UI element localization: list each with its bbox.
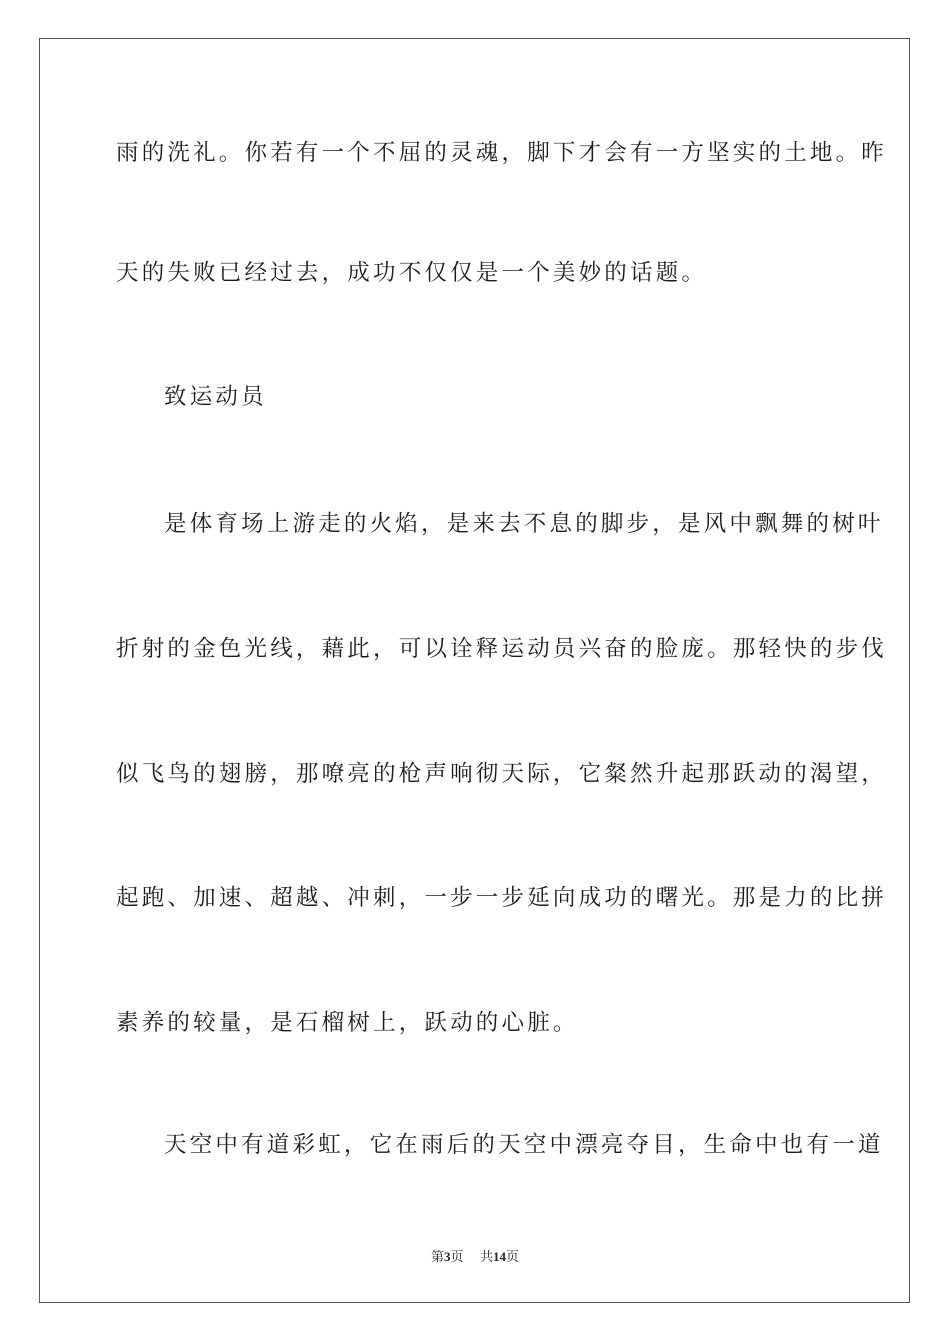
text-line-1: 雨的洗礼。你若有一个不屈的灵魂，脚下才会有一方坚实的土地。昨 xyxy=(116,140,888,166)
text-line-8: 素养的较量，是石榴树上，跃动的心脏。 xyxy=(116,1010,579,1036)
text-line-5: 折射的金色光线，藉此，可以诠释运动员兴奋的脸庞。那轻快的步伐 xyxy=(116,636,888,662)
page-border xyxy=(39,38,910,1303)
total-pages: 14 xyxy=(493,1249,507,1264)
text-line-6: 似飞鸟的翅膀，那嘹亮的枪声响彻天际，它粲然升起那跃动的渴望， xyxy=(116,761,888,787)
total-suffix: 页 xyxy=(506,1250,520,1265)
page-prefix: 第 xyxy=(430,1250,444,1265)
page-suffix: 页 xyxy=(450,1250,464,1265)
total-prefix: 共 xyxy=(480,1250,494,1265)
text-line-9: 天空中有道彩虹，它在雨后的天空中漂亮夺目，生命中也有一道 xyxy=(164,1132,884,1158)
section-heading: 致运动员 xyxy=(164,384,267,410)
text-line-4: 是体育场上游走的火焰，是来去不息的脚步，是风中飘舞的树叶 xyxy=(164,511,884,537)
page-number: 3 xyxy=(443,1249,451,1264)
page-footer xyxy=(0,1248,950,1267)
text-line-2: 天的失败已经过去，成功不仅仅是一个美妙的话题。 xyxy=(116,260,708,286)
text-line-7: 起跑、加速、超越、冲刺，一步一步延向成功的曙光。那是力的比拼 xyxy=(116,885,888,911)
